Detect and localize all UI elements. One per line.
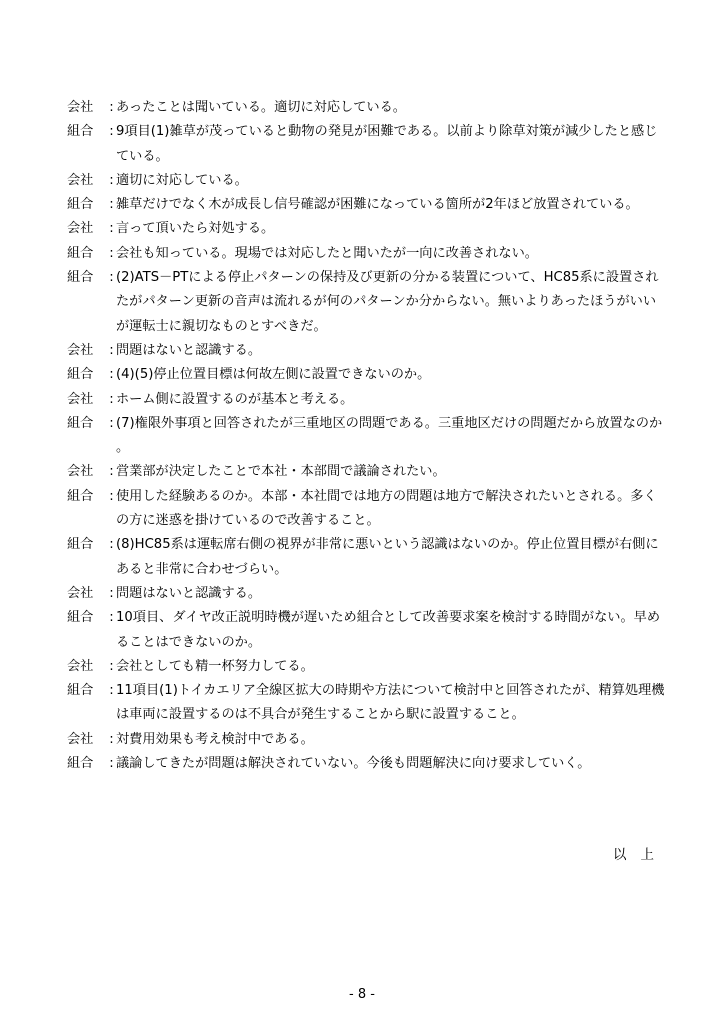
colon-separator: : [109,488,114,504]
entry-text: 9項目(1)雑草が茂っていると動物の発見が困難である。以前より除草対策が減少したと感じている。 [116,124,658,164]
speaker-label: 組合 [67,610,94,626]
speaker-label: 組合 [67,197,94,213]
speaker-label: 組合 [67,683,94,699]
colon-separator: : [109,756,114,772]
minutes-entry [67,533,667,582]
entry-text: (7)権限外事項と回答されたが三重地区の問題である。三重地区だけの問題だから放置なのか。 [116,415,663,456]
minutes-entry [67,485,667,534]
colon-separator: : [109,683,114,699]
speaker-label: 組合 [67,488,94,504]
speaker-label: 会社 [67,100,94,115]
minutes-entry [67,363,667,387]
colon-separator: : [109,367,114,383]
entry-text: 問題はないと認識する。 [116,342,262,358]
minutes-body [67,96,667,776]
colon-separator: : [109,585,114,601]
entry-text: 使用した経験あるのか。本部・本社間では地方の問題は地方で解決されたいとされる。多くの方に迷惑を掛けているので改善すること。 [116,488,657,529]
minutes-entry [67,728,667,752]
colon-separator: : [109,221,114,237]
colon-separator: : [109,197,114,213]
entry-text: 10項目、ダイヤ改正説明時機が遅いため組合として改善要求案を検討する時間がない。早めることはできないのか。 [116,610,661,650]
entry-text: 言って頂いたら対処する。 [116,221,275,237]
colon-separator: : [109,342,114,358]
speaker-label: 会社 [67,221,94,237]
speaker-label: 会社 [67,342,94,358]
entry-text: 対費用効果も考え検討中である。 [116,731,314,747]
speaker-label: 組合 [67,415,94,431]
speaker-label: 組合 [67,124,94,140]
minutes-entry [67,96,667,120]
speaker-label: 組合 [67,756,94,772]
speaker-label: 組合 [67,537,94,553]
colon-separator: : [109,464,114,480]
minutes-entry [67,266,667,339]
entry-text: 適切に対応している。 [116,172,248,188]
speaker-label: 組合 [67,367,94,383]
minutes-entry [67,412,667,461]
minutes-entry [67,582,667,606]
minutes-entry [67,217,667,241]
minutes-entry [67,169,667,193]
colon-separator: : [109,415,114,431]
colon-separator: : [109,731,114,747]
closing-char-1: 以 [613,847,627,863]
colon-separator: : [109,172,114,188]
minutes-entry [67,606,667,655]
entry-text: 会社としても精一杯努力してる。 [116,658,314,674]
entry-text: 11項目(1)トイカエリア全線区拡大の時期や方法について検討中と回答されたが、精算処理機は車両に設置するのは不具合が発生することから駅に設置すること。 [116,683,665,723]
colon-separator: : [109,270,114,286]
minutes-entry [67,120,667,169]
minutes-entry [67,460,667,484]
entry-text: 議論してきたが問題は解決されていない。今後も問題解決に向け要求していく。 [116,756,591,772]
closing-char-2: 上 [640,847,654,863]
entry-text: 雑草だけでなく木が成長し信号確認が困難になっている箇所が2年ほど放置されている。 [116,197,639,213]
speaker-label: 会社 [67,585,94,601]
colon-separator: : [109,124,114,140]
entry-text: (2)ATS－PTによる停止パターンの保持及び更新の分かる装置について、HC85系に設置されたがパターン更新の音声は流れるが何のパターンか分からない。無いよりあったほうがいいが運転士に親切なものとすべきだ。 [116,270,659,334]
entry-text: 営業部が決定したことで本社・本部間で議論されたい。 [116,464,446,480]
speaker-label: 会社 [67,391,94,407]
entry-text: 問題はないと認識する。 [116,585,262,601]
minutes-entry [67,388,667,412]
speaker-label: 組合 [67,270,94,286]
speaker-label: 組合 [67,245,94,261]
entry-text: (4)(5)停止位置目標は何故左側に設置できないのか。 [116,367,431,383]
minutes-entry [67,679,667,728]
colon-separator: : [109,100,114,115]
colon-separator: : [109,658,114,674]
closing-mark [613,843,654,867]
minutes-entry [67,339,667,363]
speaker-label: 会社 [67,172,94,188]
minutes-entry [67,193,667,217]
entry-text: ホーム側に設置するのが基本と考える。 [116,391,354,407]
speaker-label: 会社 [67,731,94,747]
colon-separator: : [109,610,114,626]
entry-text: (8)HC85系は運転席右側の視界が非常に悪いという認識はないのか。停止位置目標が右側にあると非常に合わせづらい。 [116,537,659,577]
entry-text: あったことは聞いている。適切に対応している。 [116,100,406,115]
speaker-label: 会社 [67,464,94,480]
minutes-entry [67,655,667,679]
speaker-label: 会社 [67,658,94,674]
page-number: - 8 - [349,987,375,1002]
colon-separator: : [109,537,114,553]
colon-separator: : [109,391,114,407]
entry-text: 会社も知っている。現場では対応したと聞いたが一向に改善されない。 [116,245,538,261]
minutes-entry [67,242,667,266]
colon-separator: : [109,245,114,261]
minutes-entry [67,752,667,776]
